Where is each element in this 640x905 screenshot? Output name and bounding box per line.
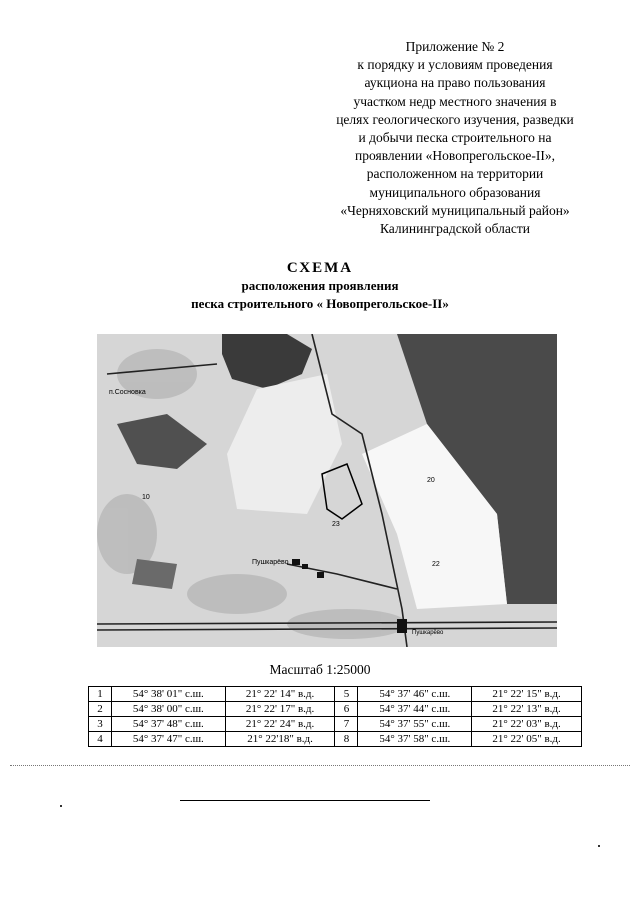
map-label-pushkarevo-2: Пушкарёво	[412, 630, 444, 636]
table-row	[89, 702, 582, 717]
table-row	[89, 732, 582, 747]
header-line: проявлении «Новопрегольское-II»,	[355, 148, 555, 164]
cell-lat: 54° 38' 00" с.ш.	[112, 702, 226, 717]
site-map	[97, 334, 557, 647]
scan-speck	[598, 845, 600, 847]
header-line: целях геологического изучения, разведки	[336, 111, 574, 127]
cell-lon: 21° 22' 03" в.д.	[472, 717, 582, 732]
cell-lat: 54° 38' 01" с.ш.	[112, 687, 226, 702]
cell-lat: 54° 37' 46" с.ш.	[358, 687, 472, 702]
table-row	[89, 687, 582, 702]
cell-n: 8	[335, 732, 358, 747]
header-line: участком недр местного значения в	[353, 93, 557, 109]
header-line: к порядку и условиям проведения	[357, 57, 553, 73]
cell-lat: 54° 37' 48" с.ш.	[112, 717, 226, 732]
cell-n: 7	[335, 717, 358, 732]
cell-n: 2	[89, 702, 112, 717]
header-line: расположенном на территории	[366, 166, 544, 182]
cell-lon: 21° 22' 17" в.д.	[225, 702, 335, 717]
coordinates-table	[88, 686, 582, 747]
document-subtitle: расположения проявления	[241, 278, 399, 293]
scan-speck	[60, 805, 62, 807]
cell-lon: 21° 22' 14" в.д.	[225, 687, 335, 702]
cell-lon: 21° 22' 24" в.д.	[225, 717, 335, 732]
header-line: муниципального образования	[369, 184, 541, 200]
header-line: Калининградской области	[379, 221, 531, 237]
header-line: аукциона на право пользования	[364, 75, 546, 91]
map-label-22: 22	[432, 561, 440, 568]
cell-lat: 54° 37' 47" с.ш.	[112, 732, 226, 747]
cell-n: 4	[89, 732, 112, 747]
cell-lon: 21° 22' 05" в.д.	[472, 732, 582, 747]
map-label-20: 20	[427, 477, 435, 484]
map-label-sosnovka: п.Сосновка	[109, 389, 146, 396]
map-scale: Масштаб 1:25000	[269, 662, 371, 677]
map-label-10: 10	[142, 494, 150, 501]
cell-lat: 54° 37' 58" с.ш.	[358, 732, 472, 747]
map-label-pushkarevo: Пушкарёво	[252, 559, 289, 566]
header-line: Приложение № 2	[405, 39, 505, 54]
cell-n: 6	[335, 702, 358, 717]
cell-n: 5	[335, 687, 358, 702]
document-title: СХЕМА	[286, 260, 354, 276]
cell-n: 3	[89, 717, 112, 732]
header-line: и добычи песка строительного на	[358, 130, 552, 146]
cell-lat: 54° 37' 44" с.ш.	[358, 702, 472, 717]
document-subtitle-2: песка строительного « Новопрегольское-II»	[191, 296, 449, 311]
annex-header	[300, 38, 610, 238]
forest-area	[132, 559, 177, 589]
header-line: «Черняховский муниципальный район»	[340, 202, 570, 218]
cell-lat: 54° 37' 55" с.ш.	[358, 717, 472, 732]
cell-lon: 21° 22' 13" в.д.	[472, 702, 582, 717]
scan-artifact-line	[10, 765, 630, 770]
cell-lon: 21° 22' 15" в.д.	[472, 687, 582, 702]
table-row	[89, 717, 582, 732]
cell-lon: 21° 22'18" в.д.	[225, 732, 335, 747]
signature-line	[180, 800, 430, 801]
cell-n: 1	[89, 687, 112, 702]
map-label-23: 23	[332, 521, 340, 528]
